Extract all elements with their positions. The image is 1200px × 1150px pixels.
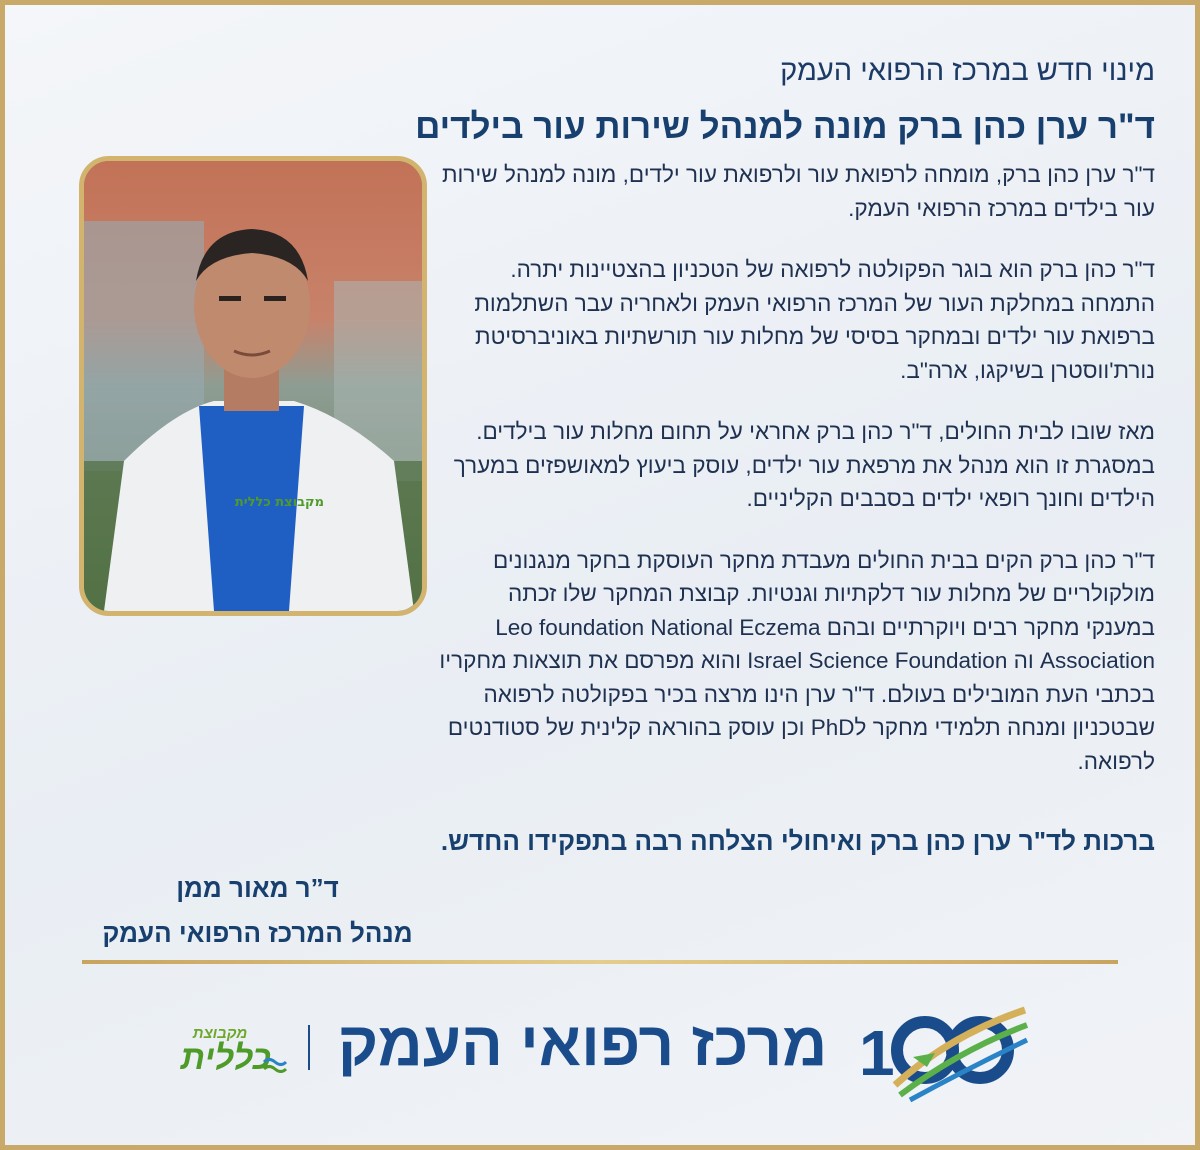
article-body bbox=[435, 158, 1155, 778]
page-headline: ד"ר ערן כהן ברק מונה למנהל שירות עור בילדים bbox=[415, 107, 1155, 146]
hospital-name: מרכז רפואי העמק bbox=[337, 1010, 828, 1079]
100-years-logo-icon bbox=[855, 995, 1030, 1105]
closing-line: ברכות לד"ר ערן כהן ברק ואיחולי הצלחה רבה בתפקידו החדש. bbox=[440, 826, 1155, 856]
page-subtitle: מינוי חדש במרכז הרפואי העמק bbox=[780, 55, 1155, 87]
logo-separator bbox=[308, 1025, 310, 1070]
doctor-photo bbox=[79, 156, 427, 616]
signature-title: מנהל המרכז הרפואי העמק bbox=[102, 918, 413, 948]
clalit-wave-icon bbox=[263, 1057, 287, 1073]
paragraph-role: מאז שובו לבית החולים, ד"ר כהן ברק אחראי על תחום מחלות עור בילדים. במסגרת זו הוא מנהל את מרפאת עור ילדים, עוסק ביעוץ למאושפזים במערך הילדים וחונך רופאי ילדים בסבבים הקליניים. bbox=[453, 419, 1155, 511]
paragraph-intro: ד"ר ערן כהן ברק, מומחה לרפואת עור ולרפואת עור ילדים, מונה למנהל שירות עור בילדים במרכז הרפואי העמק. bbox=[442, 162, 1155, 221]
signature-block bbox=[60, 866, 455, 956]
clalit-logo-small-text: מקבוצת bbox=[192, 1025, 248, 1042]
svg-text:1: 1 bbox=[859, 1017, 895, 1089]
footer-logos bbox=[160, 995, 1040, 1105]
coat-logo: מקבוצת כללית bbox=[234, 495, 324, 510]
gold-divider bbox=[82, 960, 1118, 964]
clalit-logo-text: כללית bbox=[180, 1039, 272, 1077]
paragraph-research: ד"ר כהן ברק הקים בבית החולים מעבדת מחקר העוסקת בחקר מנגנונים מולקולריים של מחלות עור דלקתיות וגנטיות. קבוצת המחקר שלו זכתה במענקי מחקר רבים ויוקרתיים ובהם Leo foundation National Eczema Association וה Israel Science Foundation והוא מפרסם את תוצאות מחקריו בכתבי העת המובילים בעולם. ד"ר ערן הינו מרצה בכיר בפקולטה לרפואה שבטכניון ומנחה תלמידי מחקר לPhD וכן עוסק בהוראה קלינית של סטודנטים לרפואה. bbox=[439, 547, 1155, 774]
paragraph-education: ד"ר כהן ברק הוא בוגר הפקולטה לרפואה של הטכניון בהצטיינות יתרה. התמחה במחלקת העור של המרכז הרפואי העמק ולאחריה עבר השתלמות ברפואת עור ילדים ובמחקר בסיסי של מחלות עור תורשתיות באוניברסיטת נורת'ווסטרן בשיקגו, ארה"ב. bbox=[474, 257, 1155, 383]
doctor-portrait-image bbox=[84, 161, 422, 611]
signature-name: ד”ר מאור ממן bbox=[176, 873, 339, 903]
